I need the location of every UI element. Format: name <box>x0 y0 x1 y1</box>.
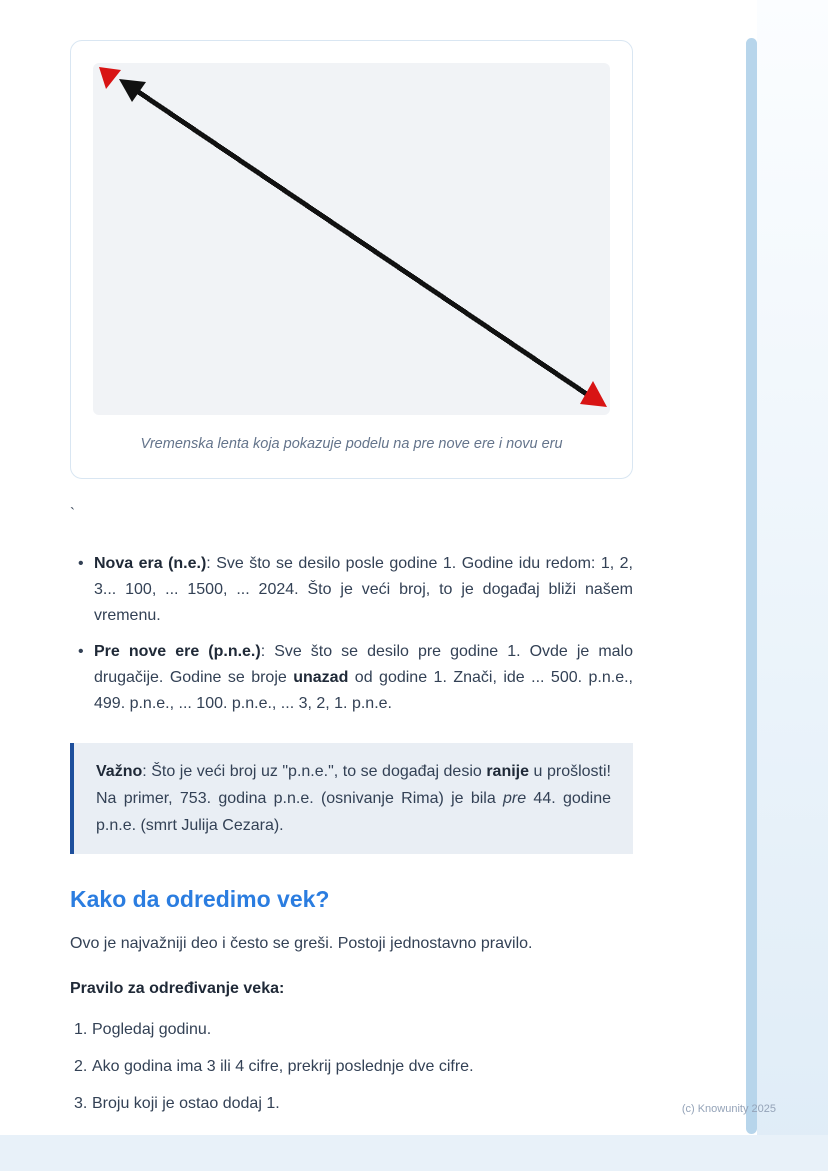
figure-caption: Vremenska lenta koja pokazuje podelu na pre nove ere i novu eru <box>140 436 563 452</box>
list-item-text <box>94 551 633 629</box>
bullet-lead-bold: Pre nove ere (p.n.e.) <box>94 643 261 660</box>
figure-card <box>70 40 633 479</box>
numbered-item <box>70 1055 633 1078</box>
bullet-marker: • <box>78 555 84 572</box>
bullet-body: : Sve što se desilo posle godine 1. Godine idu redom: 1, 2, 3... 100, ... 1500, ... 2024. Što je veći broj, to je događaj bliži našem vremenu. <box>94 555 633 624</box>
scrollbar-thumb[interactable] <box>746 38 757 1134</box>
timeline-line <box>137 91 591 397</box>
item-number: 1. <box>74 1021 88 1038</box>
callout-lead-bold: Važno <box>96 763 143 780</box>
bottom-edge-band <box>0 1135 828 1171</box>
black-arrowhead-icon <box>119 79 146 102</box>
callout-inline-bold: ranije <box>486 763 530 780</box>
list-item <box>70 639 633 717</box>
item-text: Ako godina ima 3 ili 4 cifre, prekrij poslednje dve cifre. <box>92 1058 474 1075</box>
bullet-lead-bold: Nova era (n.e.) <box>94 555 207 572</box>
stray-backtick: ` <box>70 505 75 522</box>
item-number: 3. <box>74 1095 88 1112</box>
red-arrowhead-top-left-icon <box>99 67 121 89</box>
numbered-item <box>70 1092 633 1115</box>
footer-credit: (c) Knowunity 2025 <box>681 1103 776 1115</box>
bullet-inline-bold: unazad <box>293 669 349 686</box>
section-intro: Ovo je najvažniji deo i često se greši. Postoji jednostavno pravilo. <box>70 935 533 952</box>
bullet-body: : Sve što se desilo pre godine 1. Ovde je malo drugačije. Godine se broje <box>94 643 634 686</box>
callout-text: 44. godine p.n.e. (smrt Julija Cezara). <box>96 790 612 834</box>
item-text: Pogledaj godinu. <box>92 1021 212 1038</box>
item-number: 2. <box>74 1058 88 1075</box>
list-item-text <box>94 639 633 717</box>
document-page <box>70 40 633 1129</box>
callout-text: u prošlosti! Na primer, 753. godina p.n.e. (osnivanje Rima) je bila <box>96 763 612 807</box>
rule-title: Pravilo za određivanje veka: <box>70 980 285 997</box>
right-edge-panel <box>757 0 828 1171</box>
bullet-marker: • <box>78 643 84 660</box>
list-item <box>70 551 633 629</box>
numbered-list <box>70 1018 633 1115</box>
numbered-item <box>70 1018 633 1041</box>
section-heading: Kako da odredimo vek? <box>70 886 330 912</box>
item-text: Broju koji je ostao dodaj 1. <box>92 1095 280 1112</box>
bullet-list <box>70 551 633 717</box>
bullet-body: od godine 1. Znači, ide ... 500. p.n.e., 499. p.n.e., ... 100. p.n.e., ... 3, 2, 1. p.n.e. <box>94 669 633 712</box>
diagonal-double-arrow-icon <box>93 63 610 415</box>
callout-italic: pre <box>503 790 527 807</box>
timeline-image <box>93 63 610 415</box>
callout-text: : Što je veći broj uz "p.n.e.", to se događaj desio <box>142 763 487 780</box>
important-callout <box>70 743 633 854</box>
